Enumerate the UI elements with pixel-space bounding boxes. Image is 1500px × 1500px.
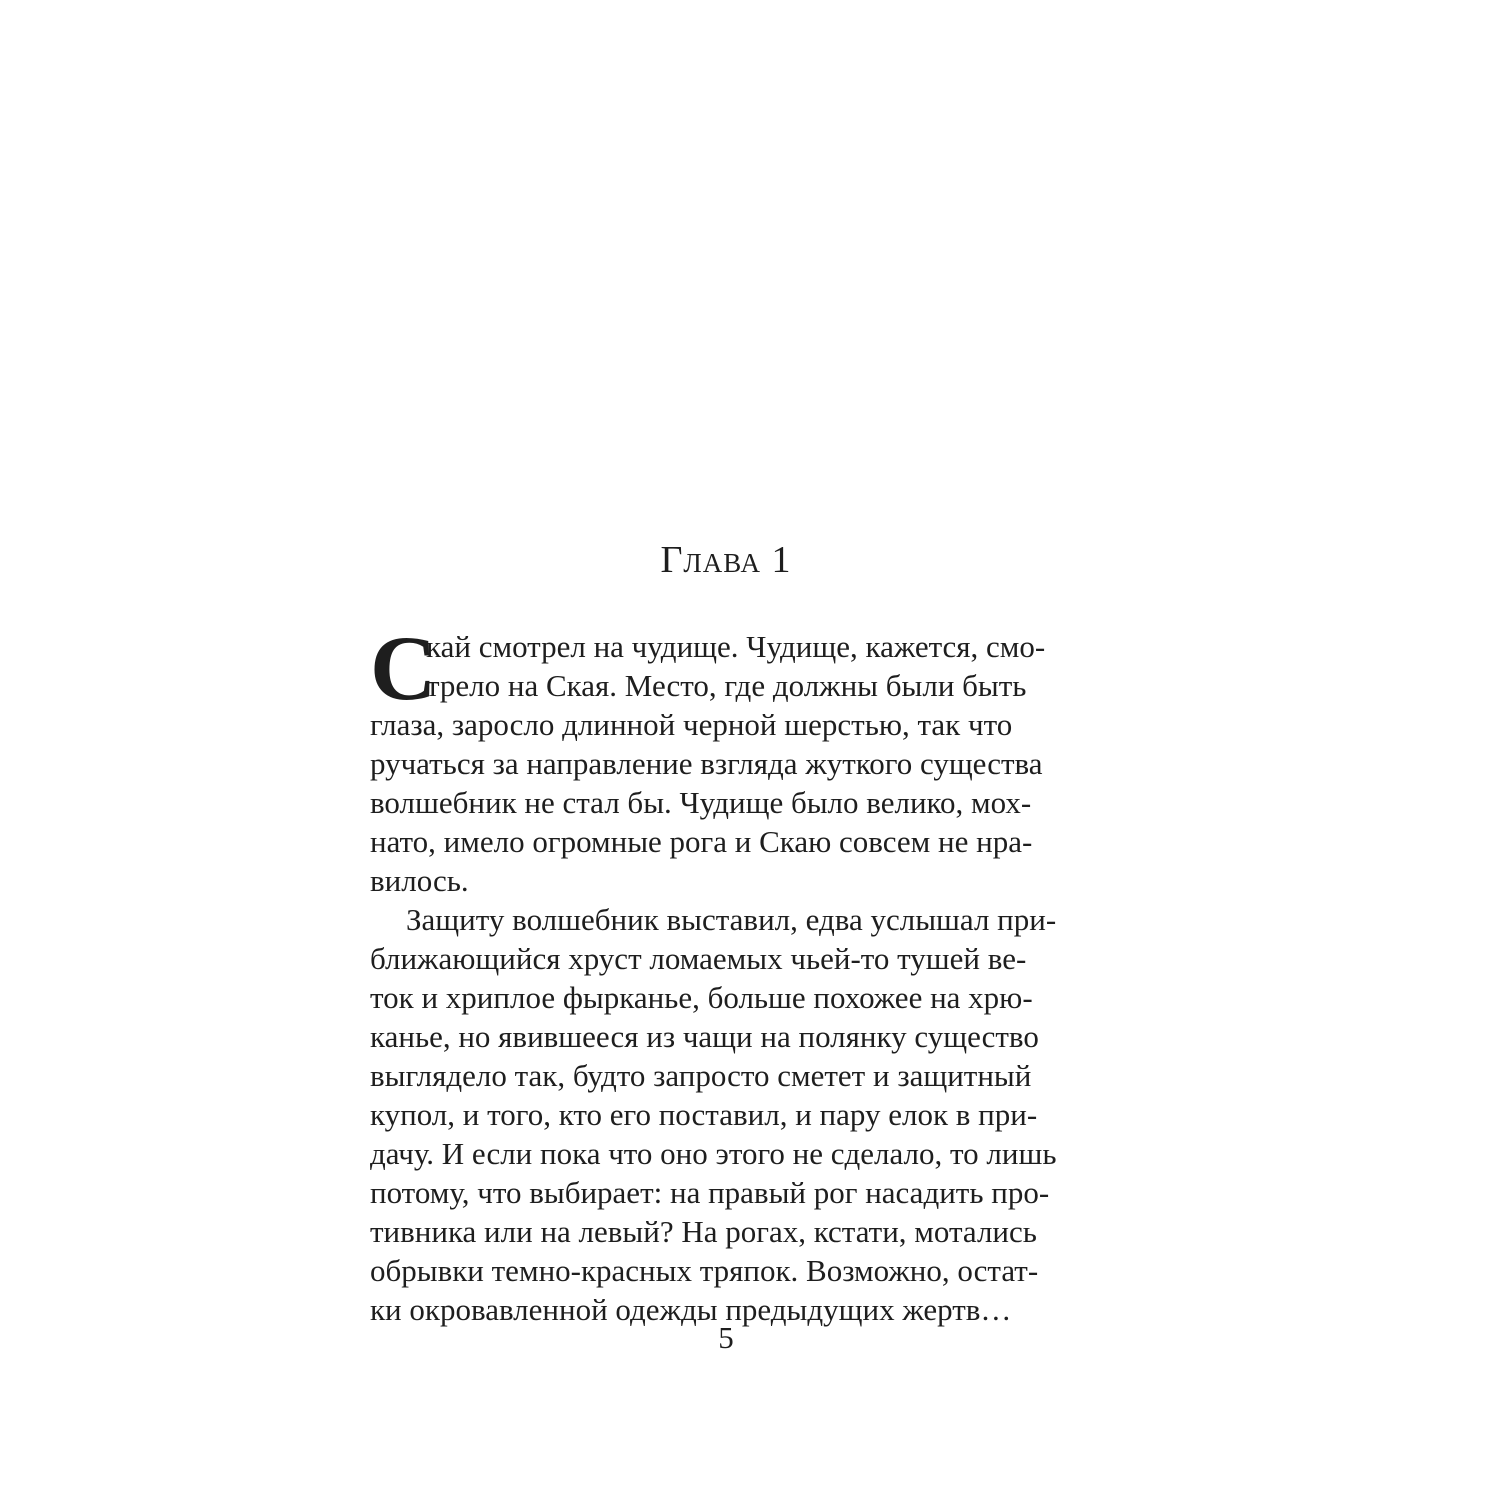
text-line: ки окровавленной одежды предыдущих жертв…	[370, 1292, 1012, 1327]
text-line: ток и хриплое фырканье, больше похожее на хрю-	[370, 980, 1033, 1015]
text-line: дачу. И если пока что оно этого не сделало, то лишь	[370, 1136, 1057, 1171]
text-line: волшебник не стал бы. Чудище было велико, мох-	[370, 785, 1032, 820]
text-line: купол, и того, кто его поставил, и пару елок в при-	[370, 1097, 1038, 1132]
chapter-title: Глава 1	[660, 539, 792, 581]
text-line: ближающийся хруст ломаемых чьей-то тушей ве-	[370, 941, 1027, 976]
text-line: вилось.	[370, 863, 469, 898]
text-line: ручаться за направление взгляда жуткого существа	[370, 746, 1043, 781]
text-line: Защиту волшебник выставил, едва услышал при-	[406, 902, 1057, 937]
text-line: глаза, заросло длинной черной шерстью, так что	[370, 707, 1013, 742]
text-line: канье, но явившееся из чащи на полянку существо	[370, 1019, 1039, 1054]
text-line: трело на Ская. Место, где должны были быть	[426, 668, 1027, 703]
text-line: потому, что выбирает: на правый рог насадить про-	[370, 1175, 1050, 1210]
text-line: кай смотрел на чудище. Чудище, кажется, смо-	[426, 629, 1046, 664]
text-line: тивника или на левый? На рогах, кстати, мотались	[370, 1214, 1037, 1249]
text-line: обрывки темно-красных тряпок. Возможно, остат-	[370, 1253, 1039, 1288]
page-number: 5	[718, 1320, 734, 1355]
text-line: нато, имело огромные рога и Скаю совсем не нра-	[370, 824, 1033, 859]
drop-cap: С	[370, 617, 437, 719]
text-line: выглядело так, будто запросто сметет и защитный	[370, 1058, 1032, 1093]
